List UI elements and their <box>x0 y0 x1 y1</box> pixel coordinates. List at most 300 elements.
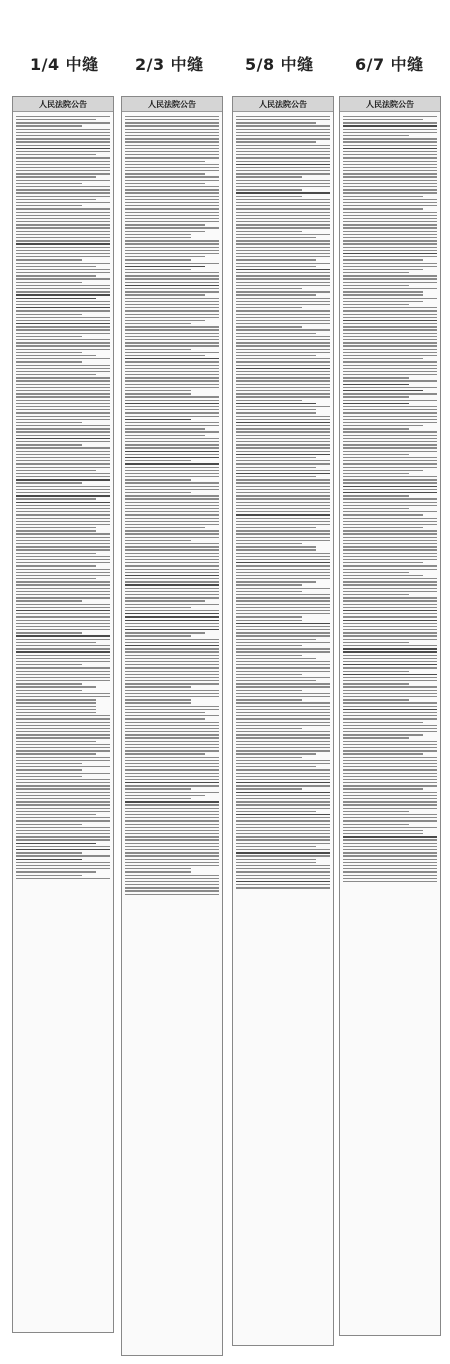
text-line <box>343 148 437 149</box>
text-line <box>236 237 316 238</box>
text-line <box>125 533 219 534</box>
text-line <box>16 368 110 369</box>
text-line <box>236 393 330 394</box>
text-line <box>125 157 219 158</box>
text-line <box>16 562 110 563</box>
text-line <box>236 208 330 209</box>
text-line <box>343 269 423 270</box>
text-line <box>125 479 191 480</box>
text-line <box>343 256 437 257</box>
text-line <box>236 533 330 534</box>
text-line <box>125 400 219 401</box>
text-line <box>236 584 302 585</box>
column-title-1: 1/4 中缝 <box>30 55 99 74</box>
text-line <box>125 298 219 299</box>
text-line <box>343 804 437 805</box>
text-line <box>236 779 330 780</box>
notice-column-1 <box>12 96 114 1333</box>
text-line <box>343 451 437 452</box>
text-line <box>125 205 219 206</box>
text-line <box>343 648 437 649</box>
text-line <box>343 690 437 691</box>
text-line <box>16 814 96 815</box>
text-line <box>236 537 330 538</box>
text-line <box>343 157 437 158</box>
text-line <box>16 581 110 582</box>
text-line <box>236 849 330 850</box>
text-line <box>125 607 191 608</box>
text-line <box>236 384 330 385</box>
text-line <box>16 380 110 381</box>
column-body <box>233 112 333 892</box>
text-line <box>16 374 96 375</box>
text-line <box>16 288 110 289</box>
text-line <box>125 263 219 264</box>
text-line <box>343 836 437 837</box>
text-line <box>16 565 96 566</box>
text-line <box>236 492 330 493</box>
text-line <box>16 135 110 136</box>
text-line <box>343 824 409 825</box>
text-line <box>125 804 219 805</box>
text-line <box>16 425 110 426</box>
text-line <box>343 722 423 723</box>
text-line <box>125 709 219 710</box>
text-line <box>343 358 423 359</box>
text-line <box>16 569 110 570</box>
text-line <box>343 431 437 432</box>
text-line <box>236 661 330 662</box>
text-line <box>343 549 437 550</box>
text-line <box>343 151 437 152</box>
text-line <box>16 868 110 869</box>
text-line <box>16 253 110 254</box>
text-line <box>343 776 437 777</box>
text-line <box>125 722 219 723</box>
column-body <box>340 112 440 886</box>
text-line <box>343 164 437 165</box>
text-line <box>236 482 330 483</box>
text-line <box>16 795 110 796</box>
text-line <box>16 234 110 235</box>
text-line <box>125 718 205 719</box>
text-line <box>343 132 437 133</box>
text-line <box>236 642 330 643</box>
text-line <box>236 817 330 818</box>
text-line <box>16 808 110 809</box>
text-line <box>236 342 330 343</box>
text-line <box>236 610 330 611</box>
text-line <box>343 365 437 366</box>
text-line <box>16 782 110 783</box>
text-line <box>236 683 330 684</box>
text-line <box>125 757 219 758</box>
text-line <box>125 613 219 614</box>
text-line <box>236 728 302 729</box>
text-line <box>16 591 110 592</box>
text-line <box>125 374 219 375</box>
text-line <box>16 243 110 244</box>
text-line <box>16 476 110 477</box>
text-line <box>236 221 330 222</box>
text-line <box>343 773 437 774</box>
text-line <box>343 192 437 193</box>
text-line <box>16 349 110 350</box>
text-line <box>16 594 110 595</box>
text-line <box>236 486 330 487</box>
text-line <box>343 218 437 219</box>
text-line <box>16 218 110 219</box>
text-line <box>125 549 219 550</box>
text-line <box>16 855 110 856</box>
text-line <box>343 881 437 882</box>
text-line <box>125 737 219 738</box>
text-line <box>125 620 219 621</box>
text-line <box>343 620 437 621</box>
text-line <box>343 237 437 238</box>
text-line <box>236 865 330 866</box>
text-line <box>125 814 219 815</box>
text-line <box>125 186 219 187</box>
text-line <box>16 119 96 120</box>
text-line <box>16 352 82 353</box>
text-line <box>236 699 302 700</box>
text-line <box>343 875 437 876</box>
text-line <box>236 479 330 480</box>
text-line <box>236 307 302 308</box>
text-line <box>16 116 110 117</box>
text-line <box>343 282 437 283</box>
text-line <box>343 597 437 598</box>
text-line <box>236 167 330 168</box>
text-line <box>236 629 330 630</box>
text-line <box>343 352 437 353</box>
text-line <box>236 317 330 318</box>
text-line <box>236 288 302 289</box>
text-line <box>16 387 110 388</box>
text-line <box>236 145 330 146</box>
text-line <box>343 616 437 617</box>
text-line <box>236 785 330 786</box>
text-line <box>236 508 330 509</box>
text-line <box>343 514 423 515</box>
text-line <box>343 524 437 525</box>
text-line <box>343 581 437 582</box>
text-line <box>343 406 437 407</box>
text-line <box>343 871 437 872</box>
text-line <box>236 199 330 200</box>
text-line <box>343 288 437 289</box>
text-line <box>125 699 191 700</box>
text-line <box>125 868 191 869</box>
text-line <box>125 594 219 595</box>
text-line <box>16 804 110 805</box>
text-line <box>16 597 110 598</box>
text-line <box>343 728 437 729</box>
text-line <box>125 192 219 193</box>
text-line <box>16 416 110 417</box>
text-line <box>236 329 330 330</box>
text-line <box>343 240 437 241</box>
text-line <box>125 795 205 796</box>
text-line <box>343 374 437 375</box>
text-line <box>236 798 330 799</box>
text-line <box>16 722 110 723</box>
text-line <box>236 581 316 582</box>
text-line <box>236 549 316 550</box>
text-line <box>125 559 219 560</box>
text-line <box>16 651 110 652</box>
text-line <box>16 403 110 404</box>
text-line <box>16 183 82 184</box>
text-line <box>236 715 330 716</box>
text-line <box>16 460 110 461</box>
text-line <box>125 776 219 777</box>
text-line <box>343 275 437 276</box>
text-line <box>125 680 219 681</box>
text-line <box>236 282 330 283</box>
text-line <box>16 677 110 678</box>
text-line <box>16 339 110 340</box>
text-line <box>125 521 219 522</box>
text-line <box>125 674 219 675</box>
text-line <box>125 199 219 200</box>
text-line <box>125 635 191 636</box>
text-line <box>125 610 219 611</box>
text-line <box>125 830 219 831</box>
text-line <box>236 444 330 445</box>
text-line <box>343 403 409 404</box>
text-line <box>16 766 110 767</box>
text-line <box>125 811 219 812</box>
text-line <box>125 824 219 825</box>
text-line <box>343 855 437 856</box>
text-line <box>16 664 82 665</box>
text-line <box>343 170 437 171</box>
text-line <box>16 527 96 528</box>
text-line <box>343 349 437 350</box>
text-line <box>236 412 316 413</box>
text-line <box>125 667 219 668</box>
text-line <box>236 868 330 869</box>
text-line <box>343 518 437 519</box>
text-line <box>16 776 82 777</box>
text-line <box>125 196 219 197</box>
text-line <box>236 836 330 837</box>
text-line <box>343 594 409 595</box>
text-line <box>343 355 437 356</box>
text-line <box>125 616 219 617</box>
text-line <box>236 527 316 528</box>
text-line <box>16 444 82 445</box>
text-line <box>343 626 437 627</box>
text-line <box>16 683 82 684</box>
text-line <box>16 361 82 362</box>
text-line <box>16 712 96 713</box>
text-line <box>125 690 219 691</box>
text-line <box>16 157 110 158</box>
text-line <box>125 393 191 394</box>
text-line <box>343 470 423 471</box>
text-line <box>343 747 437 748</box>
text-line <box>16 623 110 624</box>
text-line <box>125 148 219 149</box>
text-line <box>343 199 437 200</box>
text-line <box>16 441 110 442</box>
text-line <box>125 798 191 799</box>
text-line <box>125 183 205 184</box>
text-line <box>343 674 437 675</box>
text-line <box>16 505 110 506</box>
text-line <box>343 820 437 821</box>
text-line <box>125 425 219 426</box>
text-line <box>343 731 437 732</box>
text-line <box>236 855 330 856</box>
text-line <box>343 285 409 286</box>
text-line <box>16 792 110 793</box>
text-line <box>16 508 110 509</box>
text-line <box>125 141 219 142</box>
text-line <box>236 635 330 636</box>
text-line <box>343 565 437 566</box>
text-line <box>236 349 330 350</box>
text-line <box>16 409 110 410</box>
text-line <box>236 278 330 279</box>
text-line <box>16 757 110 758</box>
text-line <box>125 875 219 876</box>
text-line <box>236 680 316 681</box>
text-line <box>343 830 423 831</box>
text-line <box>125 514 219 515</box>
text-line <box>236 138 330 139</box>
text-line <box>125 731 219 732</box>
text-line <box>16 709 96 710</box>
text-line <box>125 865 219 866</box>
text-line <box>343 301 423 302</box>
text-line <box>343 307 437 308</box>
text-line <box>236 604 330 605</box>
text-line <box>236 192 330 193</box>
text-line <box>125 326 219 327</box>
text-line <box>16 400 110 401</box>
text-line <box>236 400 302 401</box>
text-line <box>125 282 219 283</box>
text-line <box>343 632 437 633</box>
text-line <box>343 253 437 254</box>
text-line <box>125 677 219 678</box>
text-line <box>343 259 423 260</box>
text-line <box>16 680 110 681</box>
text-line <box>125 189 219 190</box>
text-line <box>343 737 409 738</box>
text-line <box>16 170 110 171</box>
text-line <box>16 620 110 621</box>
text-line <box>236 460 330 461</box>
text-line <box>343 537 437 538</box>
text-line <box>343 208 423 209</box>
text-line <box>343 425 423 426</box>
text-line <box>16 278 110 279</box>
text-line <box>16 495 110 496</box>
text-line <box>16 320 110 321</box>
text-line <box>16 511 110 512</box>
text-line <box>343 827 437 828</box>
text-line <box>236 741 330 742</box>
text-line <box>125 250 219 251</box>
text-line <box>343 129 437 130</box>
text-line <box>343 543 437 544</box>
text-line <box>125 247 219 248</box>
text-line <box>236 804 330 805</box>
text-line <box>236 846 316 847</box>
text-line <box>343 173 437 174</box>
text-line <box>125 278 219 279</box>
text-line <box>125 502 219 503</box>
text-line <box>236 365 330 366</box>
text-line <box>125 294 205 295</box>
text-line <box>236 833 330 834</box>
text-line <box>236 132 330 133</box>
text-line <box>16 572 110 573</box>
text-line <box>236 189 302 190</box>
text-line <box>125 629 219 630</box>
text-line <box>16 419 110 420</box>
text-line <box>343 572 409 573</box>
text-line <box>125 693 219 694</box>
text-line <box>16 326 110 327</box>
text-line <box>236 129 330 130</box>
text-line <box>125 301 219 302</box>
text-line <box>343 556 437 557</box>
text-line <box>125 744 219 745</box>
text-line <box>236 259 316 260</box>
text-line <box>343 591 437 592</box>
text-line <box>125 387 219 388</box>
column-header-1: 人民法院公告 <box>13 97 113 112</box>
text-line <box>236 613 330 614</box>
text-line <box>236 476 316 477</box>
text-line <box>125 358 219 359</box>
text-line <box>16 272 110 273</box>
text-line <box>343 846 437 847</box>
text-line <box>16 604 110 605</box>
text-line <box>125 482 219 483</box>
text-line <box>125 715 219 716</box>
text-line <box>16 648 110 649</box>
text-line <box>236 795 330 796</box>
text-line <box>125 836 219 837</box>
text-line <box>16 390 110 391</box>
text-line <box>16 839 110 840</box>
text-line <box>236 639 316 640</box>
text-line <box>125 403 219 404</box>
text-line <box>343 326 437 327</box>
text-line <box>125 686 191 687</box>
text-line <box>16 161 110 162</box>
text-line <box>125 562 219 563</box>
text-line <box>125 600 205 601</box>
text-line <box>343 763 437 764</box>
text-line <box>16 122 110 123</box>
text-line <box>125 212 219 213</box>
text-line <box>343 683 409 684</box>
text-line <box>16 301 110 302</box>
text-line <box>16 345 110 346</box>
text-line <box>16 763 82 764</box>
text-line <box>343 635 437 636</box>
text-line <box>343 843 437 844</box>
text-line <box>236 820 330 821</box>
